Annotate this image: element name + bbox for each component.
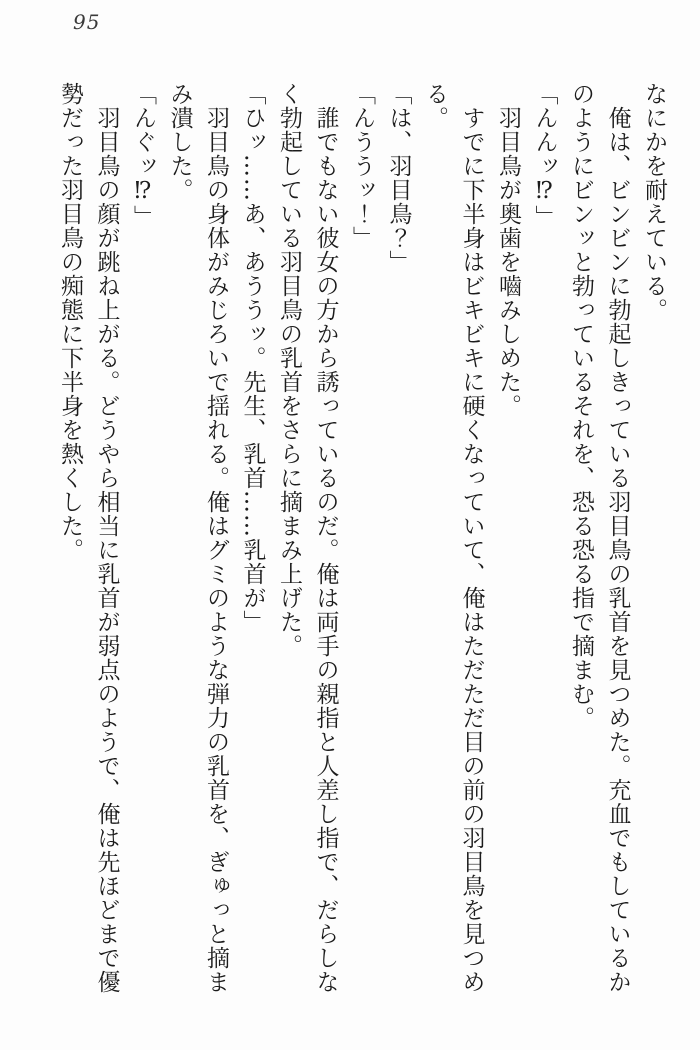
paragraph: 「んぐッ⁉」 — [130, 82, 156, 229]
paragraph: すでに下半身はビキビキに硬くなっていて、俺はただただ目の前の羽目鳥を見つめる。 — [422, 82, 485, 994]
paragraph: 「んううッ！」 — [349, 82, 375, 250]
paragraph: 誰でもない彼女の方から誘っているのだ。俺は両手の親指と人差し指で、だらしなく勃起している羽目鳥の乳首をさらに摘まみ上げた。 — [276, 82, 339, 994]
paragraph: 羽目鳥の顔が跳ね上がる。どうやら相当に乳首が弱点のようで、俺は先ほどまで優勢だった羽目鳥の痴態に下半身を熱くした。 — [57, 82, 120, 994]
paragraph: 「ひッ……あ、あううッ。先生、乳首……乳首が」 — [239, 82, 266, 634]
paragraph: 「は、羽目鳥？」 — [385, 82, 412, 274]
paragraph: 俺は、ビンビンに勃起しきっている羽目鳥の乳首を見つめた。充血でもしているかのようにビンッと勃っているそれを、恐る恐る指で摘まむ。 — [568, 82, 631, 994]
paragraph: 羽目鳥が奥歯を嚙みしめた。 — [495, 106, 521, 418]
paragraph: 羽目鳥の身体がみじろいで揺れる。俺はグミのような弾力の乳首を、ぎゅっと摘まみ潰した。 — [166, 82, 229, 994]
paragraph: なにかを耐えている。 — [641, 82, 667, 322]
novel-text — [52, 82, 673, 994]
page-number: 95 — [73, 10, 101, 34]
paragraph: 「んんッ⁉」 — [531, 82, 558, 229]
